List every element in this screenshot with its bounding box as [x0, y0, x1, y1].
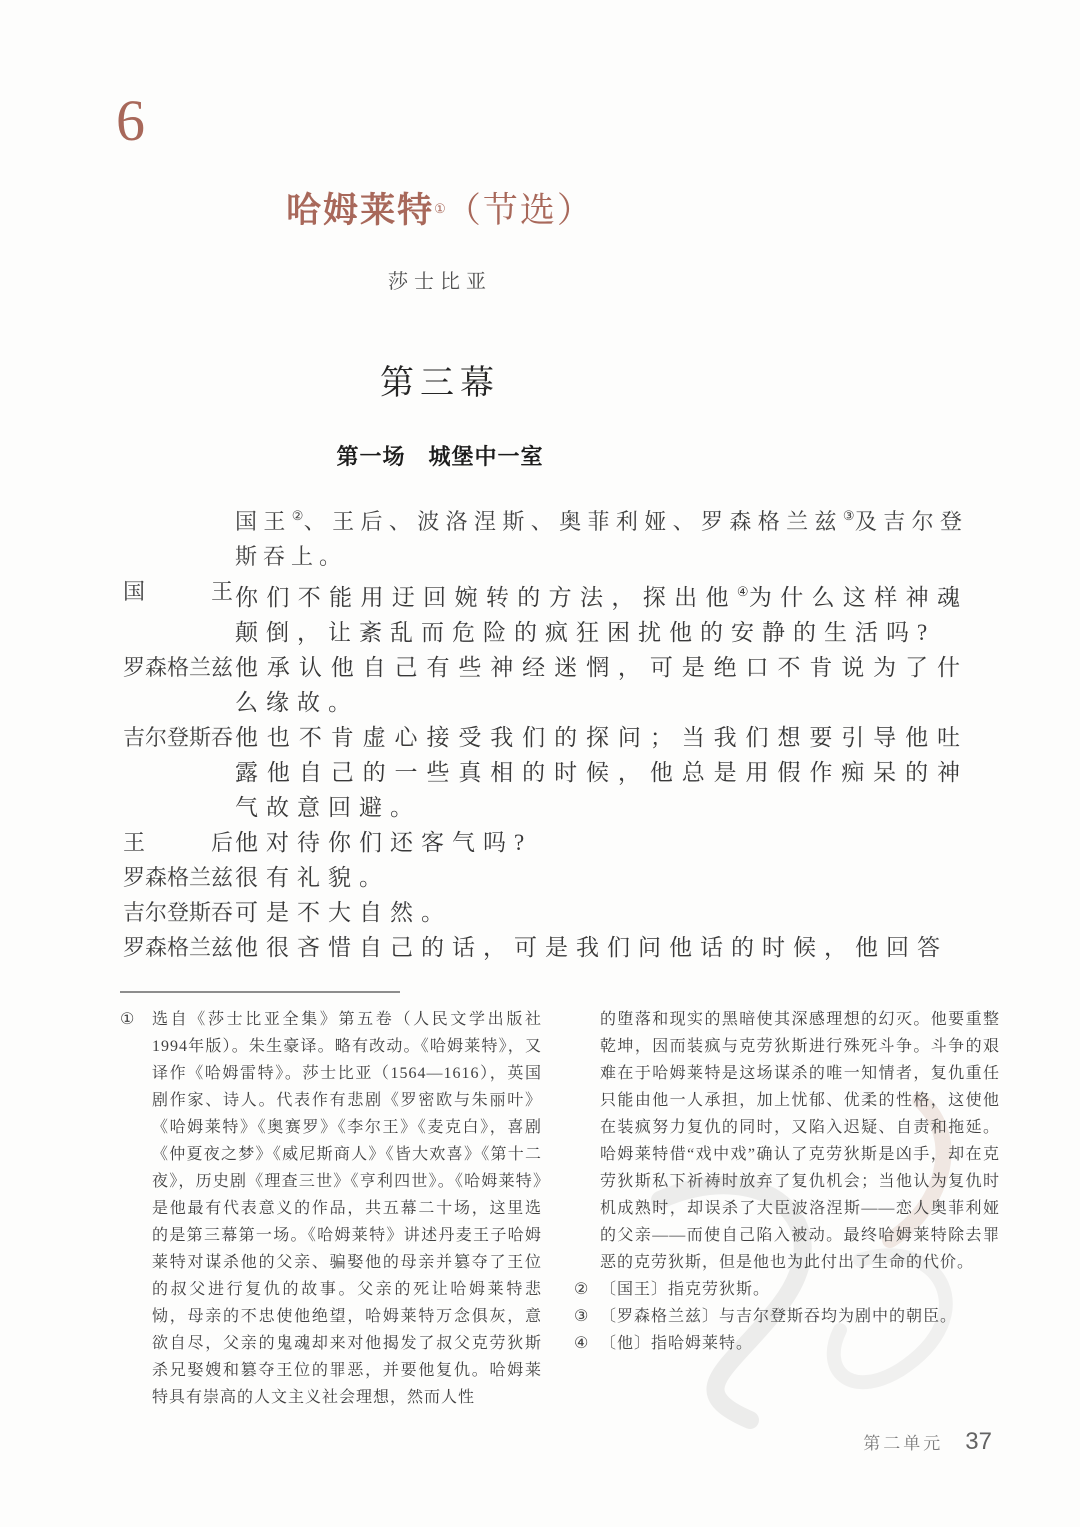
- stage-direction-text: 及吉尔登斯吞上。: [235, 509, 968, 569]
- lesson-number: 6: [116, 88, 145, 153]
- stage-direction-row: [123, 498, 968, 574]
- scene-heading: 第一场 城堡中一室: [336, 444, 544, 469]
- footnotes-divider: [120, 991, 400, 993]
- dialogue-text-part: 你们不能用迂回婉转的方法，探出他: [235, 585, 737, 610]
- footnote-ref-4: ④: [736, 584, 749, 599]
- title-footnote-ref: ①: [434, 201, 446, 216]
- dialogue-text: 他承认他自己有些神经迷惘，可是绝口不肯说为了什么缘故。: [235, 655, 968, 715]
- dialogue-row: [123, 895, 968, 930]
- footer-unit-label: 第二单元: [863, 1434, 944, 1453]
- dialogue-row: [123, 720, 968, 825]
- footnote-ref-2: ②: [291, 508, 304, 523]
- dialogue-text-part: 为什么这样神魂颠倒，让紊乱而危险的疯狂困扰他的安静的生活吗?: [235, 585, 969, 645]
- footnote-text: 选自《莎士比亚全集》第五卷（人民文学出版社1994年版）。朱生豪译。略有改动。《哈姆莱特》，又译作《哈姆雷特》。莎士比亚（1564—1616），英国剧作家、诗人。代表作有悲剧《罗密欧与朱丽叶》《哈姆莱特》《奥赛罗》《李尔王》《麦克白》，喜剧《仲夏夜之梦》《威尼斯商人》《皆大欢喜》《第十二夜》，历史剧《理查三世》《亨利四世》。《哈姆莱特》是他最有代表意义的作品，共五幕二十场，这里选的是第三幕第一场。《哈姆莱特》讲述丹麦王子哈姆莱特对谋杀他的父亲、骗娶他的母亲并篡夺了王位的叔父进行复仇的故事。父亲的死让哈姆莱特悲恸，母亲的不忠使他绝望，哈姆莱特万念俱灰，意欲自尽，父亲的鬼魂却来对他揭发了叔父克劳狄斯杀兄娶嫂和篡夺王位的罪恶，并要他复仇。哈姆莱特具有崇高的人文主义社会理想，然而人性: [152, 1011, 542, 1406]
- footnote-text: 〔国王〕指克劳狄斯。: [600, 1281, 771, 1298]
- lesson-title-text: 哈姆莱特: [286, 191, 435, 230]
- footnotes-left-column: [120, 1006, 542, 1411]
- speaker-label: 王 后: [123, 830, 234, 855]
- footnote-text: 〔他〕指哈姆莱特。: [600, 1335, 754, 1352]
- footnote-marker: ①: [120, 1011, 135, 1028]
- dialogue-row: [123, 930, 968, 965]
- play-body: [123, 498, 968, 965]
- dialogue-text: 他对待你们还客气吗?: [235, 830, 533, 855]
- dialogue-text: 他很吝惜自己的话，可是我们问他话的时候，他回答: [235, 935, 948, 960]
- dialogue-text: [235, 574, 968, 650]
- stage-direction: [235, 498, 968, 574]
- speaker-label: 罗森格兰兹: [123, 865, 234, 890]
- author-name: 莎士比亚: [388, 271, 492, 293]
- footnotes-right-column: [574, 1006, 1000, 1357]
- dialogue-row: [123, 574, 968, 650]
- dialogue-row: [123, 650, 968, 720]
- stage-direction-text: 、王后、波洛涅斯、奥菲利娅、罗森格兰兹: [303, 509, 843, 534]
- speaker-label: 吉尔登斯吞: [123, 900, 234, 925]
- dialogue-row: [123, 825, 968, 860]
- footnote-marker: ③: [574, 1308, 589, 1325]
- speaker-label: 国 王: [123, 579, 234, 604]
- lesson-title-suffix: （节选）: [445, 191, 594, 230]
- lesson-title: [286, 183, 594, 233]
- speaker-label: 吉尔登斯吞: [123, 725, 234, 750]
- dialogue-text: 很有礼貌。: [235, 865, 390, 890]
- footnote-text: 〔罗森格兰兹〕与吉尔登斯吞均为剧中的朝臣。: [600, 1308, 958, 1325]
- footnote-marker: ②: [574, 1281, 589, 1298]
- footnote-marker: ④: [574, 1335, 589, 1352]
- footnote-item-4: [574, 1330, 1000, 1357]
- page-footer: [863, 1428, 992, 1456]
- speaker-label: 罗森格兰兹: [123, 655, 234, 680]
- dialogue-text: 他也不肯虚心接受我们的探问；当我们想要引导他吐露他自己的一些真相的时候，他总是用假作痴呆的神气故意回避。: [235, 725, 968, 820]
- footnote-text: 的堕落和现实的黑暗使其深感理想的幻灭。他要重整乾坤，因而装疯与克劳狄斯进行殊死斗争。斗争的艰难在于哈姆莱特是这场谋杀的唯一知情者，复仇重任只能由他一人承担，加上忧郁、优柔的性格，这使他在装疯努力复仇的同时，又陷入迟疑、自责和拖延。哈姆莱特借“戏中戏”确认了克劳狄斯是凶手，却在克劳狄斯私下祈祷时放弃了复仇机会；当他认为复仇时机成熟时，却误杀了大臣波洛涅斯——恋人奥菲利娅的父亲——而使自己陷入被动。最终哈姆莱特除去罪恶的克劳狄斯，但是他也为此付出了生命的代价。: [600, 1011, 1000, 1271]
- footnote-item-3: [574, 1303, 1000, 1330]
- footnote-item-1: [120, 1006, 542, 1411]
- speaker-label: 罗森格兰兹: [123, 935, 234, 960]
- dialogue-row: [123, 860, 968, 895]
- footer-page-number: 37: [965, 1428, 992, 1455]
- dialogue-text: 可是不大自然。: [235, 900, 452, 925]
- footnote-ref-3: ③: [842, 508, 855, 523]
- footnote-item-2: [574, 1276, 1000, 1303]
- act-heading: 第三幕: [380, 365, 500, 402]
- stage-direction-text: 国王: [235, 509, 292, 534]
- footnote-item-1-continued: [574, 1006, 1000, 1276]
